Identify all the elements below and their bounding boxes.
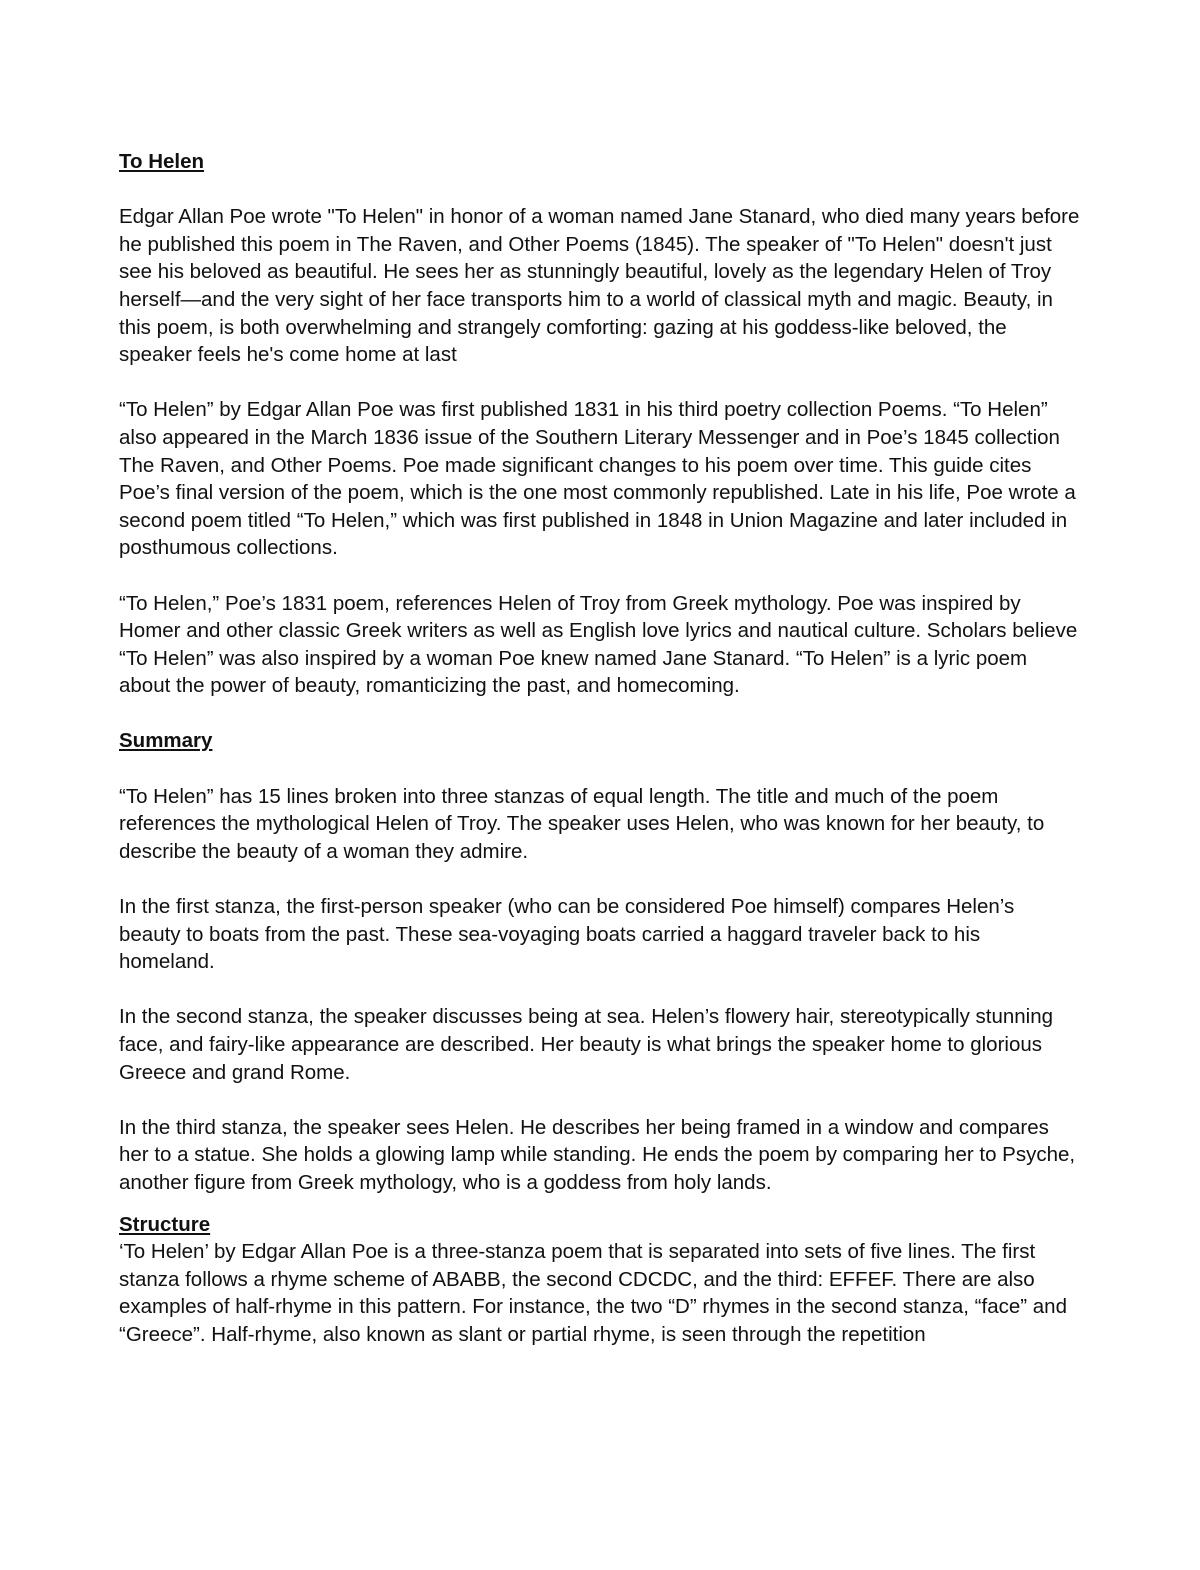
summary-heading: Summary xyxy=(119,729,213,753)
intro-paragraph-2: “To Helen” by Edgar Allan Poe was first published 1831 in his third poetry collection Poems. “To Helen” also appeared in the March 1836 issue of the Southern Literary Messenger and in Poe’s 1845 collection The Raven, and Other Poems. Poe made significant changes to his poem over time. This guide cites Poe’s final version of the poem, which is the one most commonly republished. Late in his life, Poe wrote a second poem titled “To Helen,” which was first published in 1848 in Union Magazine and later included in posthumous collections. xyxy=(119,398,1076,560)
summary-paragraph-4: In the third stanza, the speaker sees Helen. He describes her being framed in a window and compares her to a statue. She holds a glowing lamp while standing. He ends the poem by comparing her to Psyche, another figure from Greek mythology, who is a goddess from holy lands. xyxy=(119,1115,1076,1194)
intro-paragraph-1: Edgar Allan Poe wrote "To Helen" in honor of a woman named Jane Stanard, who died many years before he published this poem in The Raven, and Other Poems (1845). The speaker of "To Helen" doesn't just see his beloved as beautiful. He sees her as stunningly beautiful, lovely as the legendary Helen of Troy herself—and the very sight of her face transports him to a world of classical myth and magic. Beauty, in this poem, is both overwhelming and strangely comforting: gazing at his goddess-like beloved, the speaker feels he's come home at last xyxy=(119,205,1080,367)
structure-paragraph: ‘To Helen’ by Edgar Allan Poe is a three-stanza poem that is separated into sets of five lines. The first stanza follows a rhyme scheme of ABABB, the second CDCDC, and the third: EFFEF. There are also examples of half-rhyme in this pattern. For instance, the two “D” rhymes in the second stanza, “face” and “Greece”. Half-rhyme, also known as slant or partial rhyme, is seen through the repetition xyxy=(119,1240,1067,1346)
document-title: To Helen xyxy=(119,150,205,173)
summary-paragraph-1: “To Helen” has 15 lines broken into three stanzas of equal length. The title and much of the poem references the mythological Helen of Troy. The speaker uses Helen, who was known for her beauty, to describe the beauty of a woman they admire. xyxy=(119,784,1045,863)
summary-paragraph-3: In the second stanza, the speaker discusses being at sea. Helen’s flowery hair, stereotypically stunning face, and fairy-like appearance are described. Her beauty is what brings the speaker home to glorious Greece and grand Rome. xyxy=(119,1005,1054,1084)
document-page xyxy=(119,148,1081,1349)
intro-paragraph-3: “To Helen,” Poe’s 1831 poem, references Helen of Troy from Greek mythology. Poe was inspired by Homer and other classic Greek writers as well as English love lyrics and nautical culture. Scholars believe “To Helen” was also inspired by a woman Poe knew named Jane Stanard. “To Helen” is a lyric poem about the power of beauty, romanticizing the past, and homecoming. xyxy=(119,591,1078,698)
summary-paragraph-2: In the first stanza, the first-person speaker (who can be considered Poe himself) compares Helen’s beauty to boats from the past. These sea-voyaging boats carried a haggard traveler back to his homeland. xyxy=(119,895,1015,974)
structure-heading: Structure xyxy=(119,1212,211,1236)
